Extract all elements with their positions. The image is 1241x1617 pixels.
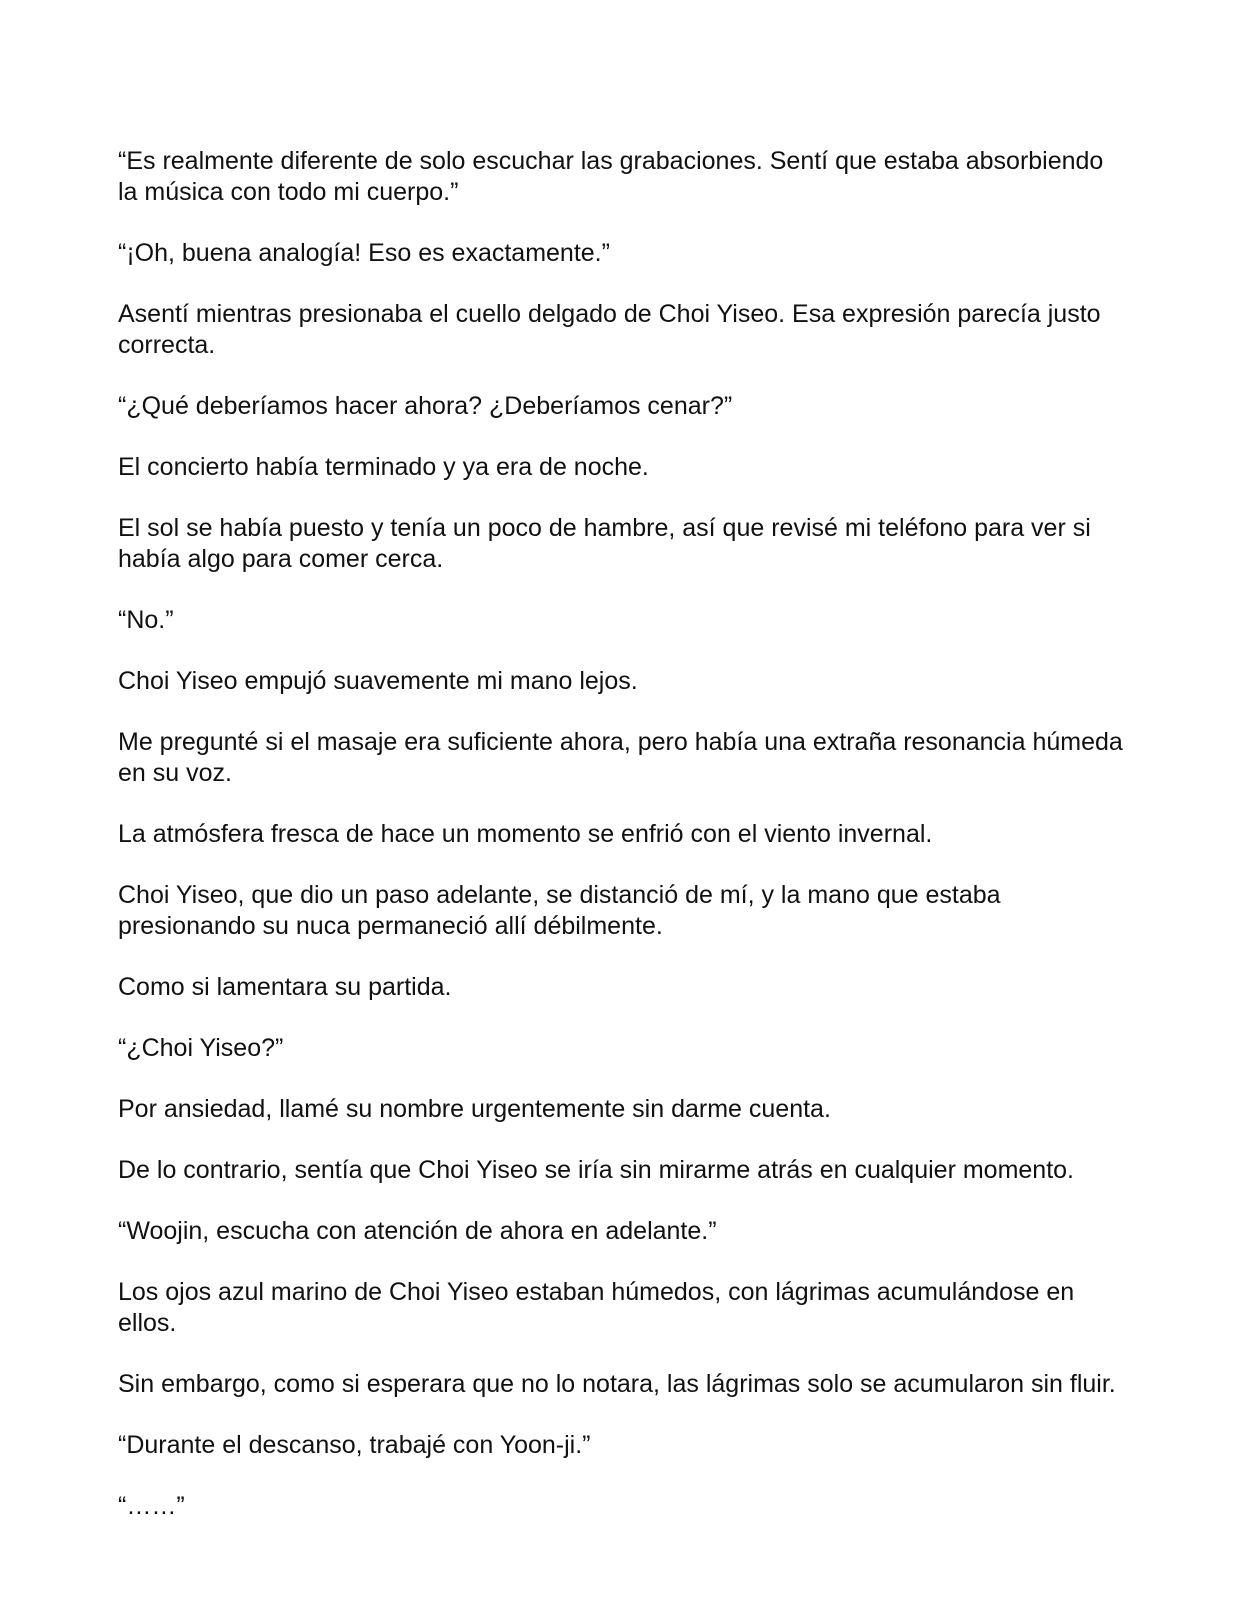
paragraph: La atmósfera fresca de hace un momento se enfrió con el viento invernal. [118,820,933,848]
paragraph: “No.” [118,606,174,634]
document-body [118,146,1128,1552]
paragraph: “Durante el descanso, trabajé con Yoon-ji.” [118,1431,591,1459]
paragraph: Choi Yiseo empujó suavemente mi mano lejos. [118,667,638,695]
paragraph: De lo contrario, sentía que Choi Yiseo se iría sin mirarme atrás en cualquier momento. [118,1156,1075,1184]
paragraph: “……” [118,1492,185,1520]
paragraph: Asentí mientras presionaba el cuello delgado de Choi Yiseo. Esa expresión parecía justo correcta. [118,300,1101,359]
paragraph: El concierto había terminado y ya era de noche. [118,453,649,481]
paragraph: “Woojin, escucha con atención de ahora en adelante.” [118,1217,717,1245]
paragraph: “¿Qué deberíamos hacer ahora? ¿Deberíamos cenar?” [118,392,733,420]
paragraph: Como si lamentara su partida. [118,973,452,1001]
paragraph: Me pregunté si el masaje era suficiente ahora, pero había una extraña resonancia húmeda en su voz. [118,728,1123,787]
paragraph: “Es realmente diferente de solo escuchar las grabaciones. Sentí que estaba absorbiendo la música con todo mi cuerpo.” [118,147,1104,206]
paragraph: Sin embargo, como si esperara que no lo notara, las lágrimas solo se acumularon sin fluir. [118,1370,1116,1398]
paragraph: El sol se había puesto y tenía un poco de hambre, así que revisé mi teléfono para ver si había algo para comer cerca. [118,514,1091,573]
paragraph: Choi Yiseo, que dio un paso adelante, se distanció de mí, y la mano que estaba presionando su nuca permaneció allí débilmente. [118,881,1001,940]
paragraph: Los ojos azul marino de Choi Yiseo estaban húmedos, con lágrimas acumulándose en ellos. [118,1278,1075,1337]
paragraph: “¿Choi Yiseo?” [118,1034,284,1062]
paragraph: “¡Oh, buena analogía! Eso es exactamente.” [118,239,610,267]
paragraph: Por ansiedad, llamé su nombre urgentemente sin darme cuenta. [118,1095,831,1123]
